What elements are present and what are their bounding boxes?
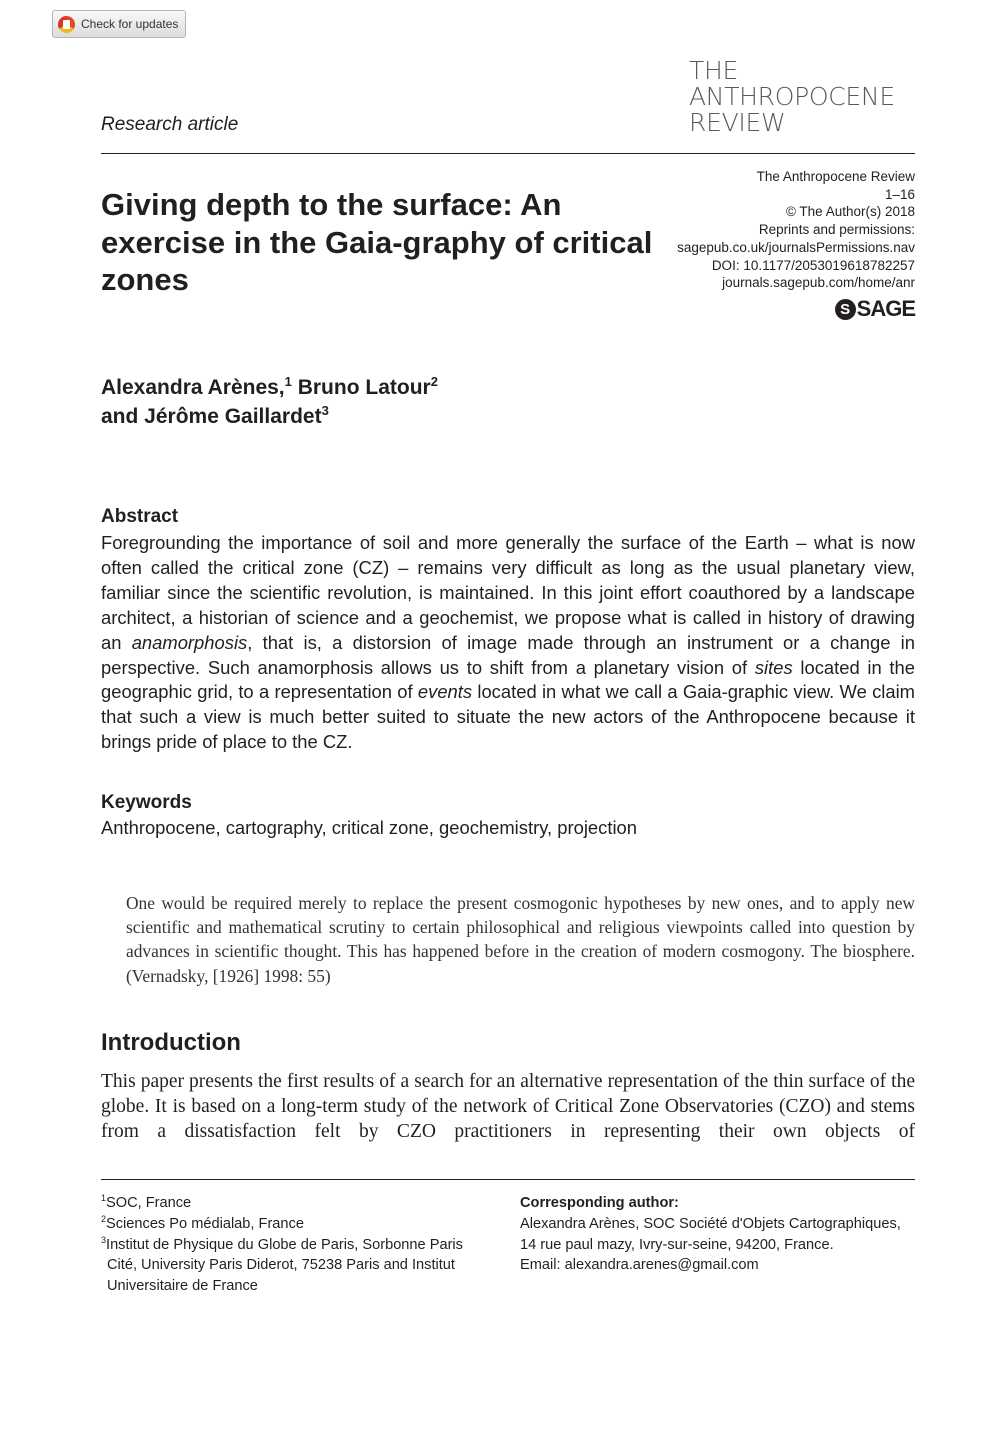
- epigraph-quote: One would be required merely to replace the present cosmogonic hypotheses by new ones, and to apply new scientific and mathematical scrutiny to certain philosophical and religious viewpoints called into question by advances in scientific thought. This has happened before in the creation of modern cosmogony. The biosphere. (Vernadsky, [1926] 1998: 55): [126, 893, 915, 986]
- abstract-emphasis: sites: [754, 656, 793, 678]
- introduction-text: This paper presents the first results of a search for an alternative representation of the thin surface of the globe. It is based on a long-term study of the network of Critical Zone Observatories (CZO) and stems from a dissatisfaction felt by CZO practitioners in representing their own objects of: [101, 1071, 915, 1143]
- journal-logo: [689, 58, 929, 136]
- check-for-updates-label: Check for updates: [81, 17, 179, 31]
- journal-logo-line: THE: [689, 56, 738, 85]
- abstract-heading: Abstract: [101, 506, 179, 527]
- corresponding-author-email[interactable]: Email: alexandra.arenes@gmail.com: [520, 1257, 759, 1274]
- author-name: Bruno Latour: [291, 376, 431, 399]
- sage-logo: [835, 296, 915, 322]
- sage-logo-text: SAGE: [856, 296, 915, 321]
- footnote-divider: [101, 1179, 915, 1180]
- page-range: 1–16: [884, 186, 915, 202]
- reprints-label: Reprints and permissions:: [758, 222, 915, 238]
- header-divider: [101, 153, 915, 154]
- check-for-updates-button[interactable]: [52, 10, 186, 38]
- author-name: Alexandra Arènes,: [101, 376, 285, 399]
- journal-name: The Anthropocene Review: [756, 169, 915, 184]
- article-title: Giving depth to the surface: An exercise in the Gaia-graphy of critical zones: [101, 187, 653, 297]
- affiliation-list: [101, 1193, 481, 1297]
- copyright: © The Author(s) 2018: [785, 204, 915, 220]
- author-name: and Jérôme Gaillardet: [101, 405, 322, 428]
- keywords-heading: Keywords: [101, 792, 192, 813]
- author-list: [101, 373, 801, 431]
- author-affiliation-mark: 3: [321, 403, 329, 418]
- corresponding-author: [520, 1193, 915, 1276]
- journal-logo-line: REVIEW: [689, 108, 786, 137]
- publication-meta: [677, 168, 915, 292]
- abstract-text: Foregrounding the importance of soil and more generally the surface of the Earth – what is now often called the critical zone (CZ) – remains very difficult as long as the usual planetary view, familiar since the scientific revolution, is maintained. In this joint effort coauthored by a landscape architect, a historian of science and a geochemist, we propose what is called in history of drawing an anamorphosis, that is, a distorsion of image made through an instrument or a change in perspective. Such anamorphosis allows us to shift from a planetary vision of sites located in the geographic grid, to a representation of events located in what we call a Gaia-graphic view. We claim that such a view is much better suited to situate the new actors of the Anthropocene because it brings pride of place to the CZ.: [101, 532, 915, 753]
- crossmark-icon: [58, 16, 75, 33]
- keywords-list: Anthropocene, cartography, critical zone, geochemistry, projection: [101, 817, 637, 838]
- sage-s-icon: S: [835, 299, 856, 320]
- corresponding-author-address: Alexandra Arènes, SOC Société d'Objets Cartographiques, 14 rue paul mazy, Ivry-sur-seine, 94200, France.: [520, 1215, 901, 1253]
- permissions-link[interactable]: sagepub.co.uk/journalsPermissions.nav: [677, 239, 915, 255]
- abstract-emphasis: anamorphosis: [131, 631, 248, 653]
- author-affiliation-mark: 2: [430, 374, 438, 389]
- article-type: Research article: [101, 114, 239, 135]
- affiliation-item: $^1$SOC, France: [101, 1193, 192, 1211]
- journal-home-link[interactable]: journals.sagepub.com/home/anr: [722, 275, 915, 291]
- abstract-emphasis: events: [417, 681, 473, 703]
- journal-logo-line: ANTHROPOCENE: [689, 82, 895, 111]
- affiliation-item: $^3$Institut de Physique du Globe de Paris, Sorbonne Paris Cité, University Paris Diderot, 75238 Paris and Institut Universitaire de France: [101, 1234, 463, 1295]
- author-affiliation-mark: 1: [284, 374, 292, 389]
- affiliation-item: $^2$Sciences Po médialab, France: [101, 1213, 304, 1232]
- introduction-heading: Introduction: [101, 1029, 241, 1056]
- corresponding-author-heading: Corresponding author:: [520, 1195, 679, 1211]
- doi-link[interactable]: DOI: 10.1177/2053019618782257: [711, 257, 915, 273]
